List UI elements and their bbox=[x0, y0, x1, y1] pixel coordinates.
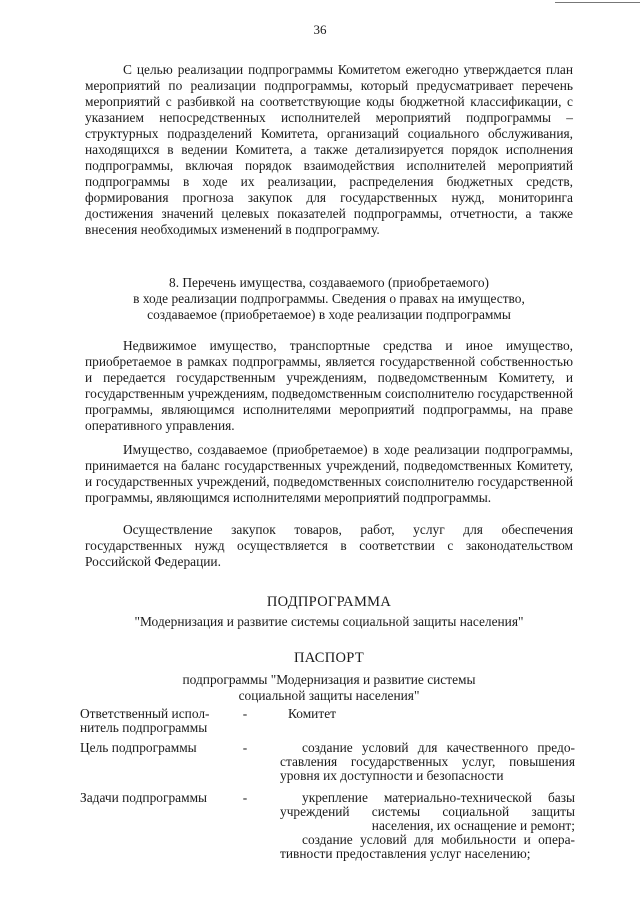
passport-row-dash: - bbox=[242, 790, 248, 805]
section-8-heading-line: создаваемое (приобретаемое) в ходе реализации подпрограммы bbox=[147, 307, 511, 322]
label-line: Задачи подпрограммы bbox=[80, 790, 208, 805]
value-line: уровня их доступности и безопасности bbox=[280, 768, 504, 783]
page-number: 36 bbox=[313, 22, 327, 37]
section-8-heading-line: 8. Перечень имущества, создаваемого (приобретаемого) bbox=[169, 275, 489, 290]
paragraph-real-estate: Недвижимое имущество, транспортные средства и иное имущество, приобретаемое в рамках подпрограммы, является государственной собственностью и передается государственным учреждениям, подведомственным Комитету, и государственным учреждениям, подведомственным соисполнителю государственной программы, являющимся исполнителями мероприятий подпрограммы, на праве оперативного управления. bbox=[85, 338, 573, 433]
passport-subtitle bbox=[85, 672, 573, 704]
subprogram-title: ПОДПРОГРАММА bbox=[266, 594, 392, 610]
passport-row-dash: - bbox=[242, 706, 248, 721]
value-line: создание условий для мобильности и опера- bbox=[302, 832, 575, 847]
passport-subtitle-line: социальной защиты населения" bbox=[238, 688, 420, 703]
passport-title: ПАСПОРТ bbox=[293, 650, 365, 666]
value-line: создание условий для качественного предо- bbox=[302, 740, 575, 755]
passport-row-label bbox=[80, 707, 238, 735]
paragraph-procurement: Осуществление закупок товаров, работ, услуг для обеспечения государственных нужд осуществляется в соответствии с законодательством Российской Федерации. bbox=[85, 522, 573, 569]
subprogram-name: "Модернизация и развитие системы социальной защиты населения" bbox=[134, 614, 524, 629]
value-line: учреждений системы социальной защиты bbox=[280, 804, 575, 819]
passport-row-label bbox=[80, 791, 238, 805]
paragraph-property-balance: Имущество, создаваемое (приобретаемое) в ходе реализации подпрограммы, принимается на баланс государственных учреждений, подведомственных Комитету, и государственных учреждений, подведомственных соисполнителю государственной программы, являющимся исполнителями мероприятий подпрограммы. bbox=[85, 442, 573, 505]
value-line: тивности предоставления услуг населению; bbox=[280, 846, 531, 861]
label-line: Цель подпрограммы bbox=[80, 740, 197, 755]
value-line: населения, их оснащение и ремонт; bbox=[371, 818, 575, 833]
passport-row-value bbox=[280, 791, 575, 861]
value-line: укрепление материально-технической базы bbox=[302, 790, 575, 805]
top-edge-rule bbox=[555, 2, 640, 3]
label-line: нитель подпрограммы bbox=[80, 720, 208, 735]
passport-row-dash: - bbox=[242, 740, 248, 755]
section-8-heading-line: в ходе реализации подпрограммы. Сведения о правах на имущество, bbox=[133, 291, 525, 306]
passport-subtitle-line: подпрограммы "Модернизация и развитие системы bbox=[182, 672, 476, 687]
section-8-heading bbox=[85, 275, 573, 323]
value-line: ставления государственных услуг, повышения bbox=[280, 754, 575, 769]
paragraph-implementation-plan: С целью реализации подпрограммы Комитетом ежегодно утверждается план мероприятий по реализации подпрограммы, который предусматривает перечень мероприятий с разбивкой на соответствующие коды бюджетной классификации, с указанием непосредственных исполнителей мероприятий подпрограммы – структурных подразделений Комитета, организаций социального обслуживания, находящихся в ведении Комитета, а также детализируется порядок исполнения подпрограммы, включая порядок взаимодействия исполнителей мероприятий подпрограммы в ходе их реализации, распределения бюджетных средств, формирования прогноза закупок для государственных нужд, мониторинга достижения значений целевых показателей подпрограммы, отчетности, а также внесения необходимых изменений в подпрограмму. bbox=[85, 62, 573, 237]
label-line: Ответственный испол- bbox=[80, 706, 210, 721]
value-line: Комитет bbox=[288, 706, 336, 721]
passport-row-value bbox=[288, 707, 583, 721]
passport-row-label bbox=[80, 741, 238, 755]
passport-row-value bbox=[280, 741, 575, 783]
